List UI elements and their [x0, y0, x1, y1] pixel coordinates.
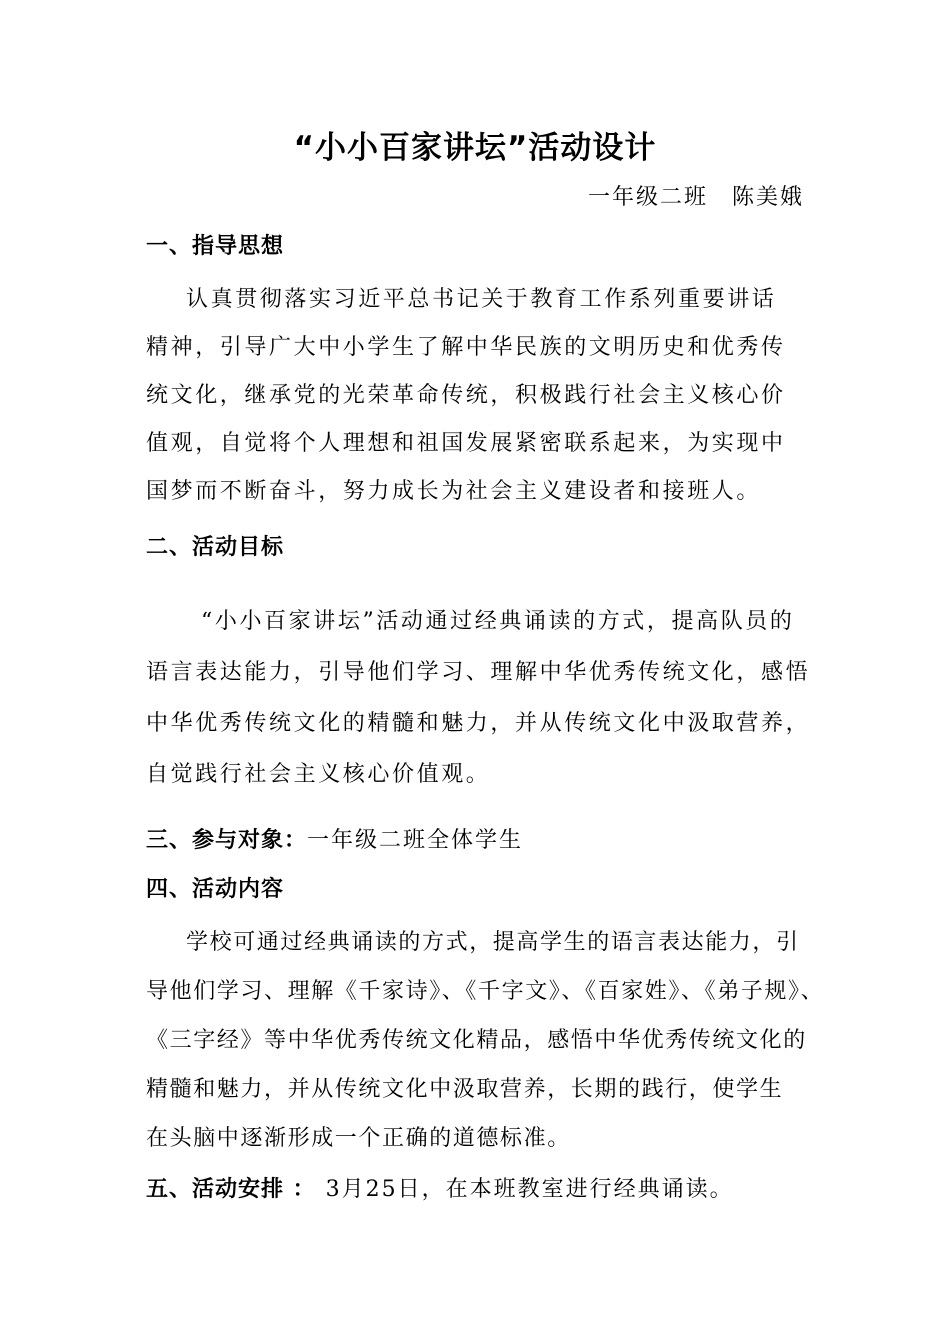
author-line: 一年级二班 陈美娥 — [587, 185, 804, 210]
section-body-guiding-thought — [146, 276, 806, 516]
paragraph-line: 认真贯彻落实习近平总书记关于教育工作系列重要讲话 — [186, 287, 777, 312]
paragraph-line: 值观，自觉将个人理想和祖国发展紧密联系起来，为实现中 — [146, 431, 786, 456]
section-body-activity-goal — [146, 596, 811, 800]
section-heading-schedule-label: 五、活动安排 ： — [146, 1177, 316, 1202]
document-title: “小小百家讲坛”活动设计 — [293, 130, 657, 166]
participants-text: 一年级二班全体学生 — [307, 828, 524, 853]
paragraph-line: “小小百家讲坛”活动通过经典诵读的方式，提高队员的 — [201, 609, 795, 634]
paragraph-line: 自觉践行社会主义核心价值观。 — [146, 762, 491, 787]
section-heading-participants — [146, 823, 523, 859]
section-body-activity-content — [146, 918, 825, 1163]
paragraph-line: 国梦而不断奋斗，努力成长为社会主义建设者和接班人。 — [146, 479, 762, 504]
schedule-text: 3月25日，在本班教室进行经典诵读。 — [325, 1177, 734, 1202]
paragraph-line: 导他们学习、理解《千家诗》、《千字文》、《百家姓》、《弟子规》、 — [146, 979, 825, 1004]
paragraph-line: 精神，引导广大中小学生了解中华民族的文明历史和优秀传 — [146, 335, 786, 360]
paragraph-line: 中华优秀传统文化的精髓和魅力，并从传统文化中汲取营养， — [146, 711, 811, 736]
paragraph-line: 学校可通过经典诵读的方式，提高学生的语言表达能力，引 — [186, 930, 800, 955]
section-heading-schedule — [146, 1172, 734, 1208]
paragraph-line: 《三字经》等中华优秀传统文化精品，感悟中华优秀传统文化的 — [146, 1028, 807, 1053]
paragraph-line: 语言表达能力，引导他们学习、理解中华优秀传统文化，感悟 — [146, 660, 811, 685]
section-heading-activity-goal: 二、活动目标 — [146, 535, 285, 560]
section-heading-activity-content: 四、活动内容 — [146, 877, 285, 902]
paragraph-line: 统文化，继承党的光荣革命传统，积极践行社会主义核心价 — [146, 383, 786, 408]
paragraph-line: 精髓和魅力，并从传统文化中汲取营养，长期的践行，使学生 — [146, 1077, 784, 1102]
section-heading-participants-label: 三、参与对象： — [146, 828, 308, 853]
section-heading-guiding-thought: 一、指导思想 — [146, 234, 285, 259]
paragraph-line: 在头脑中逐渐形成一个正确的道德标准。 — [146, 1126, 571, 1151]
